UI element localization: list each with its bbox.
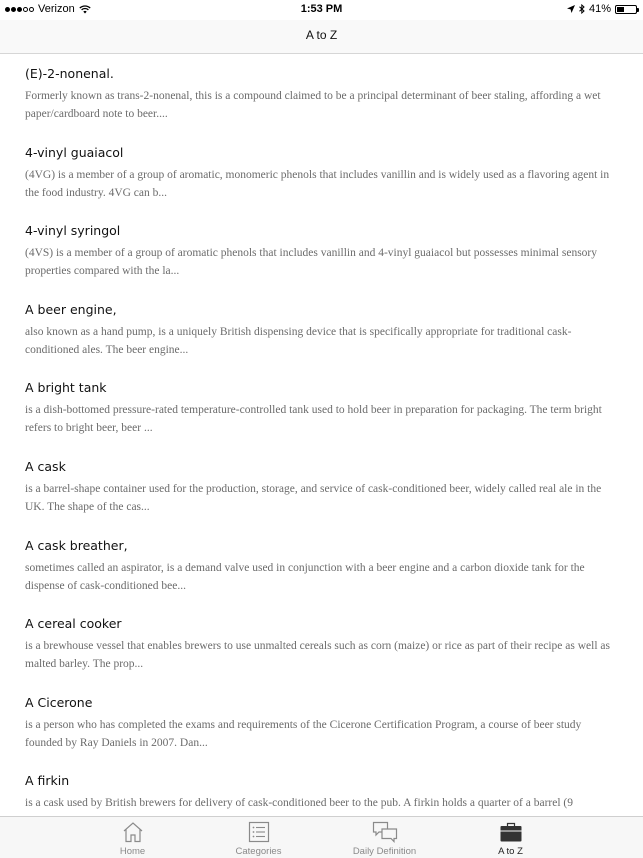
list-item[interactable] bbox=[25, 380, 615, 437]
entry-description: is a person who has completed the exams and requirements of the Cicerone Certification Program, a course of beer study founded by Ray Daniels in 2007. Dan... bbox=[25, 719, 582, 749]
list-item[interactable] bbox=[25, 66, 615, 123]
entry-title: A cask bbox=[25, 459, 66, 474]
status-right bbox=[567, 3, 637, 15]
entry-description: also known as a hand pump, is a uniquely British dispensing device that is specifically appropriate for traditional cask-conditioned ales. The beer engine... bbox=[25, 326, 572, 356]
tab-label: Home bbox=[119, 846, 146, 857]
entry-title: 4-vinyl guaiacol bbox=[25, 145, 124, 160]
list-item[interactable] bbox=[25, 302, 615, 359]
battery-icon bbox=[615, 5, 637, 14]
entry-title: A cask breather, bbox=[25, 538, 128, 553]
list-item[interactable] bbox=[25, 616, 615, 673]
tab-bar bbox=[0, 816, 643, 858]
status-bar bbox=[0, 0, 643, 20]
chat-bubbles-icon bbox=[372, 821, 398, 843]
list-item[interactable] bbox=[25, 459, 615, 516]
entry-description: is a barrel-shape container used for the production, storage, and service of cask-conditioned beer, widely called real ale in the UK. The shape of the cas... bbox=[25, 483, 602, 513]
list-item[interactable] bbox=[25, 695, 615, 752]
bluetooth-icon bbox=[579, 4, 585, 14]
entry-title: A beer engine, bbox=[25, 302, 117, 317]
list-item[interactable] bbox=[25, 773, 615, 812]
home-icon bbox=[121, 821, 145, 843]
battery-percentage: 41% bbox=[588, 3, 611, 15]
tab-label: Daily Definition bbox=[352, 846, 417, 857]
entry-title: A firkin bbox=[25, 773, 70, 788]
briefcase-icon bbox=[499, 821, 523, 843]
carrier-name: Verizon bbox=[38, 3, 75, 15]
tab-categories[interactable] bbox=[196, 817, 322, 858]
tab-label: Categories bbox=[235, 846, 282, 857]
entry-title: A cereal cooker bbox=[25, 616, 122, 631]
navigation-bar bbox=[0, 20, 643, 54]
page-title: A to Z bbox=[305, 28, 338, 42]
tab-a-to-z[interactable] bbox=[448, 817, 574, 858]
glossary-list[interactable] bbox=[0, 54, 643, 816]
entry-title: (E)-2-nonenal. bbox=[25, 66, 114, 81]
entry-description: is a dish-bottomed pressure-rated temperature-controlled tank used to hold beer in preparation for packaging. The term bright refers to bright beer, beer ... bbox=[25, 404, 602, 434]
entry-description: is a brewhouse vessel that enables brewers to use unmalted cereals such as corn (maize) or rice as part of their recipe as well as malted barley. The prop... bbox=[25, 640, 610, 670]
entry-title: 4-vinyl syringol bbox=[25, 223, 121, 238]
list-item[interactable] bbox=[25, 145, 615, 202]
list-item[interactable] bbox=[25, 223, 615, 280]
list-item[interactable] bbox=[25, 538, 615, 595]
status-time: 1:53 PM bbox=[300, 3, 343, 15]
entry-description: (4VS) is a member of a group of aromatic phenols that includes vanillin and 4-vinyl guaiacol but possesses minimal sensory properties compared with the la... bbox=[25, 247, 598, 277]
tab-label: A to Z bbox=[498, 846, 523, 857]
entry-description: is a cask used by British brewers for delivery of cask-conditioned beer to the pub. A firkin holds a quarter of a barrel (9 bbox=[25, 797, 574, 809]
tab-home[interactable] bbox=[70, 817, 196, 858]
list-icon bbox=[248, 821, 270, 843]
tab-daily-definition[interactable] bbox=[322, 817, 448, 858]
entry-description: Formerly known as trans-2-nonenal, this is a compound claimed to be a principal determinant of beer staling, affording a wet paper/cardboard note to beer.... bbox=[25, 90, 601, 120]
location-arrow-icon bbox=[567, 5, 575, 13]
entry-description: sometimes called an aspirator, is a demand valve used in conjunction with a beer engine and a carbon dioxide tank for the dispense of cask-conditioned bee... bbox=[25, 562, 585, 592]
entry-title: A bright tank bbox=[25, 380, 107, 395]
entry-title: A Cicerone bbox=[25, 695, 93, 710]
entry-description: (4VG) is a member of a group of aromatic, monomeric phenols that includes vanillin and is widely used as a flavoring agent in the food industry. 4VG can b... bbox=[25, 169, 610, 199]
